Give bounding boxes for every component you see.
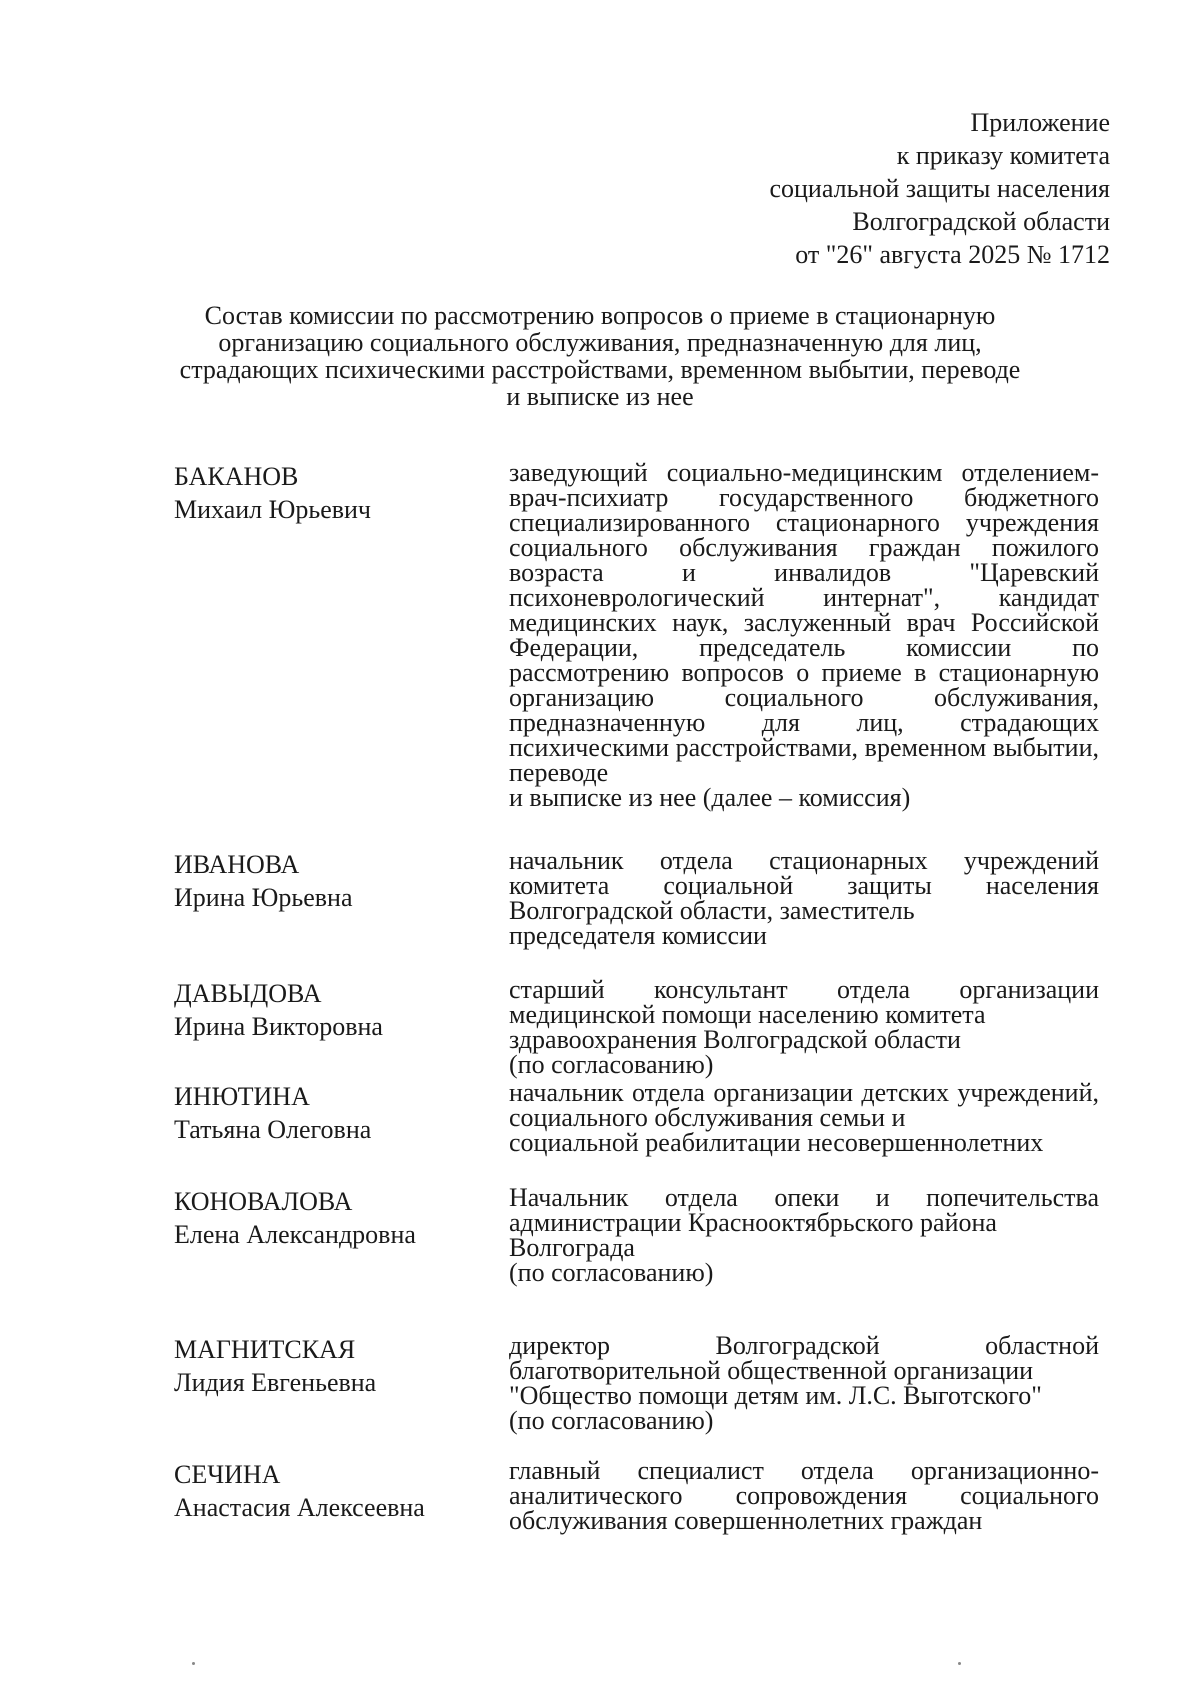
position-note: (по согласованию) (509, 1258, 714, 1287)
member-given-name: Анастасия Алексеевна (174, 1493, 425, 1522)
member-position (509, 1333, 1099, 1433)
member-position (509, 1080, 1099, 1155)
member-given-name: Татьяна Олеговна (174, 1115, 372, 1144)
position-text-last: "Общество помощи детям им. Л.С. Выготского" (509, 1381, 1042, 1410)
header-line: Приложение (970, 108, 1110, 137)
member-name (174, 460, 474, 526)
title-line: Состав комиссии по рассмотрению вопросов о приеме в стационарную (204, 301, 996, 330)
position-text-last: председателя комиссии (509, 921, 767, 950)
member-surname: БАКАНОВ (174, 462, 299, 491)
member-name (174, 1080, 474, 1146)
member-given-name: Лидия Евгеньевна (174, 1368, 377, 1397)
member-surname: КОНОВАЛОВА (174, 1187, 353, 1216)
header-line: социальной защиты населения (769, 174, 1110, 203)
position-text: начальник отдела стационарных учреждений комитета социальной защиты населения Волгоградской области, заместитель (509, 846, 1099, 925)
position-text: Начальник отдела опеки и попечительства администрации Краснооктябрьского района (509, 1183, 1099, 1237)
member-name (174, 1333, 474, 1399)
title-line: организацию социального обслуживания, предназначенную для лиц, (218, 328, 982, 357)
position-text-last: здравоохранения Волгоградской области (509, 1025, 961, 1054)
document-title (150, 302, 1050, 410)
title-line: и выписке из нее (506, 382, 694, 411)
member-surname: МАГНИТСКАЯ (174, 1335, 356, 1364)
appendix-header (510, 106, 1110, 271)
header-line: Волгоградской области (852, 207, 1110, 236)
member-name (174, 977, 474, 1043)
member-surname: СЕЧИНА (174, 1460, 281, 1489)
position-text: начальник отдела организации детских учреждений, социального обслуживания семьи и (509, 1078, 1099, 1132)
member-position (509, 1185, 1099, 1285)
member-name (174, 1458, 474, 1524)
position-text-last: Волгограда (509, 1233, 635, 1262)
position-text: директор Волгоградской областной благотворительной общественной организации (509, 1331, 1099, 1385)
scan-speck (192, 1662, 195, 1665)
position-text-last: социальной реабилитации несовершеннолетних (509, 1128, 1044, 1157)
member-name (174, 1185, 474, 1251)
header-line: к приказу комитета (896, 141, 1110, 170)
member-position (509, 460, 1099, 810)
member-surname: ДАВЫДОВА (174, 979, 322, 1008)
member-given-name: Ирина Викторовна (174, 1012, 383, 1041)
position-text: старший консультант отдела организации медицинской помощи населению комитета (509, 975, 1099, 1029)
member-name (174, 848, 474, 914)
position-text: заведующий социально-медицинским отделением-врач-психиатр государственного бюджетного специализированного стационарного учреждения социального обслуживания граждан пожилого возраста и инвалидов "Царевский психоневрологический интернат", кандидат медицинских наук, заслуженный врач Российской Федерации, председатель комиссии по рассмотрению вопросов о приеме в стационарную организацию социального обслуживания, предназначенную для лиц, страдающих психическими расстройствами, временном выбытии, переводе (509, 458, 1099, 787)
member-surname: ИВАНОВА (174, 850, 300, 879)
position-note: (по согласованию) (509, 1406, 714, 1435)
header-line: от "26" августа 2025 № 1712 (795, 240, 1110, 269)
member-given-name: Михаил Юрьевич (174, 495, 372, 524)
position-text: главный специалист отдела организационно-аналитического сопровождения социального обслуживания совершеннолетних граждан (509, 1456, 1099, 1535)
member-surname: ИНЮТИНА (174, 1082, 310, 1111)
member-given-name: Ирина Юрьевна (174, 883, 353, 912)
scan-speck (958, 1662, 961, 1665)
position-note: (по согласованию) (509, 1050, 714, 1079)
member-position (509, 1458, 1099, 1533)
member-position (509, 848, 1099, 948)
member-position (509, 977, 1099, 1077)
member-given-name: Елена Александровна (174, 1220, 416, 1249)
title-line: страдающих психическими расстройствами, временном выбытии, переводе (179, 355, 1021, 384)
position-text-last: и выписке из нее (далее – комиссия) (509, 783, 911, 812)
